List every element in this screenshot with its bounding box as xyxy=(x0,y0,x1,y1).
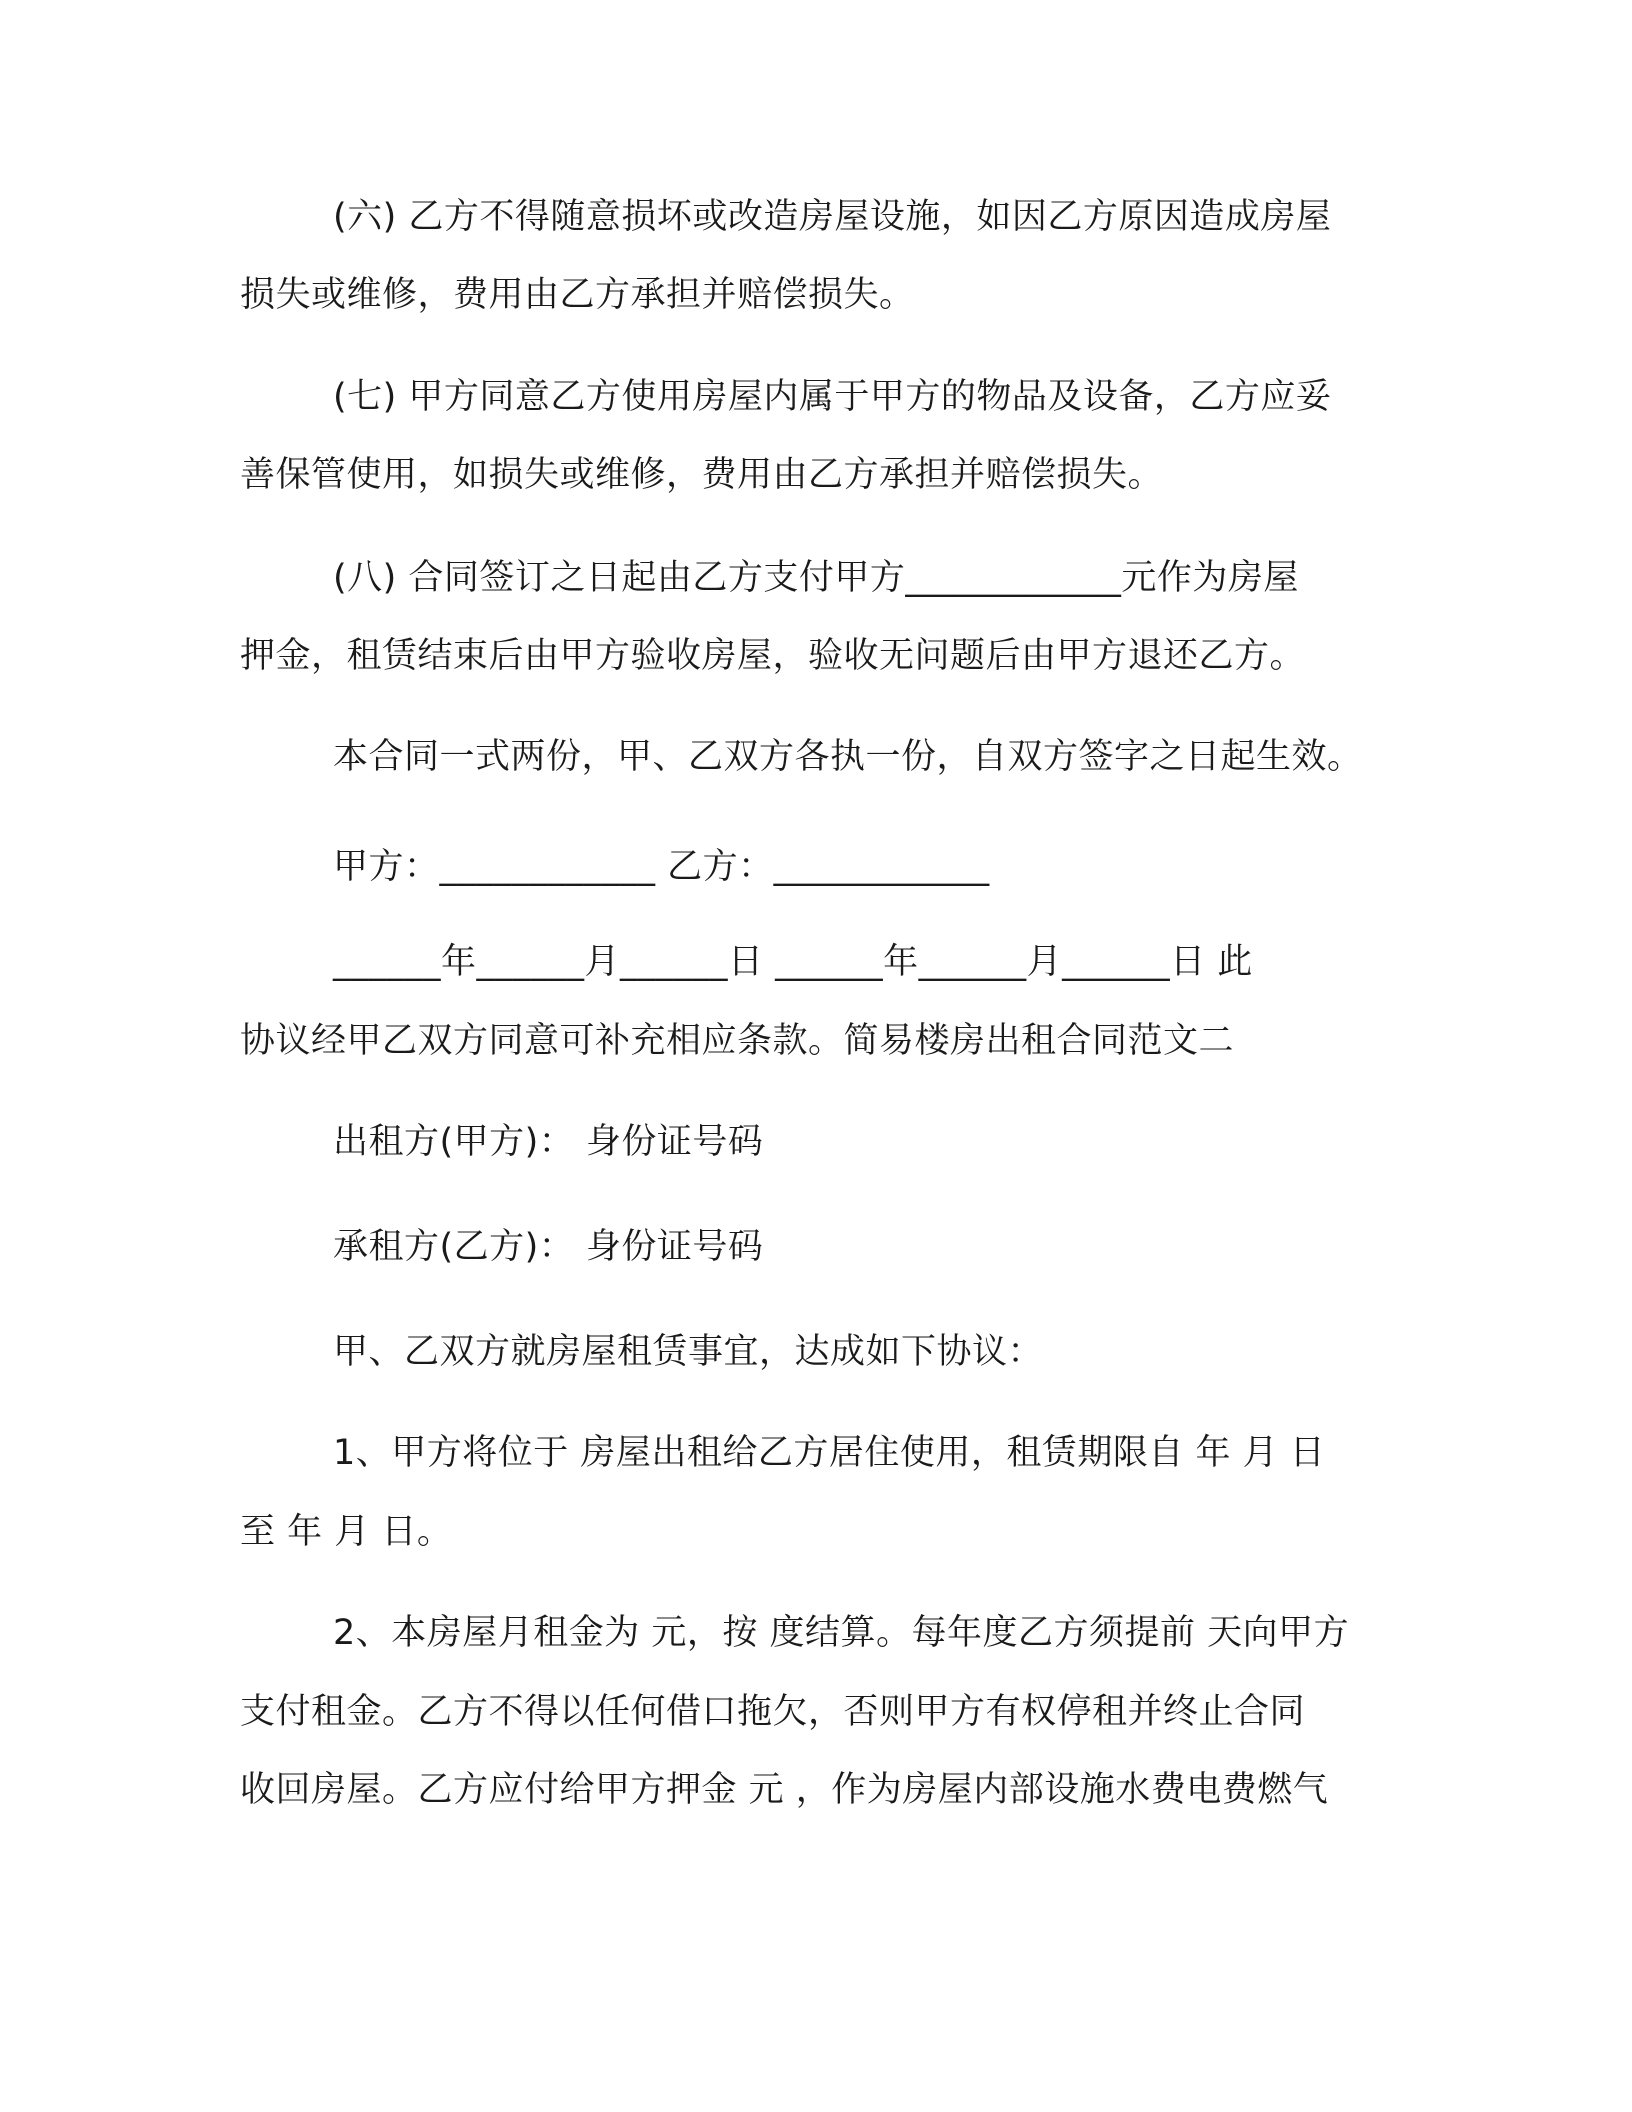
clause-8-line-1: (八) 合同签订之日起由乙方支付甲方____________元作为房屋 xyxy=(333,558,1299,598)
item-2-line-3: 收回房屋。乙方应付给甲方押金 元 ，作为房屋内部设施水费电费燃气 xyxy=(240,1770,1329,1810)
clause-7-line-2: 善保管使用，如损失或维修，费用由乙方承担并赔偿损失。 xyxy=(240,455,1164,495)
copies-clause: 本合同一式两份，甲、乙双方各执一份，自双方签字之日起生效。 xyxy=(333,737,1363,777)
clause-7-line-1: (七) 甲方同意乙方使用房屋内属于甲方的物品及设备，乙方应妥 xyxy=(333,377,1332,417)
lessor-line: 出租方(甲方)： 身份证号码 xyxy=(333,1122,764,1162)
item-1-line-1: 1、甲方将位于 房屋出租给乙方居住使用，租赁期限自 年 月 日 xyxy=(333,1433,1326,1473)
supplement-line: 协议经甲乙双方同意可补充相应条款。简易楼房出租合同范文二 xyxy=(240,1021,1235,1061)
agreement-intro: 甲、乙双方就房屋租赁事宜，达成如下协议： xyxy=(333,1332,1044,1372)
clause-6-line-2: 损失或维修，费用由乙方承担并赔偿损失。 xyxy=(240,275,915,315)
item-1-line-2: 至 年 月 日。 xyxy=(240,1512,453,1552)
lessee-line: 承租方(乙方)： 身份证号码 xyxy=(333,1227,764,1267)
clause-6-line-1: (六) 乙方不得随意损坏或改造房屋设施，如因乙方原因造成房屋 xyxy=(333,197,1332,237)
item-2-line-2: 支付租金。乙方不得以任何借口拖欠，否则甲方有权停租并终止合同 xyxy=(240,1692,1306,1732)
clause-8-line-2: 押金，租赁结束后由甲方验收房屋，验收无问题后由甲方退还乙方。 xyxy=(240,636,1306,676)
signature-line: 甲方：____________ 乙方：____________ xyxy=(333,847,990,887)
item-2-line-1: 2、本房屋月租金为 元，按 度结算。每年度乙方须提前 天向甲方 xyxy=(333,1613,1350,1653)
date-line: ______年______月______日 ______年______月______日 此 xyxy=(333,942,1253,982)
